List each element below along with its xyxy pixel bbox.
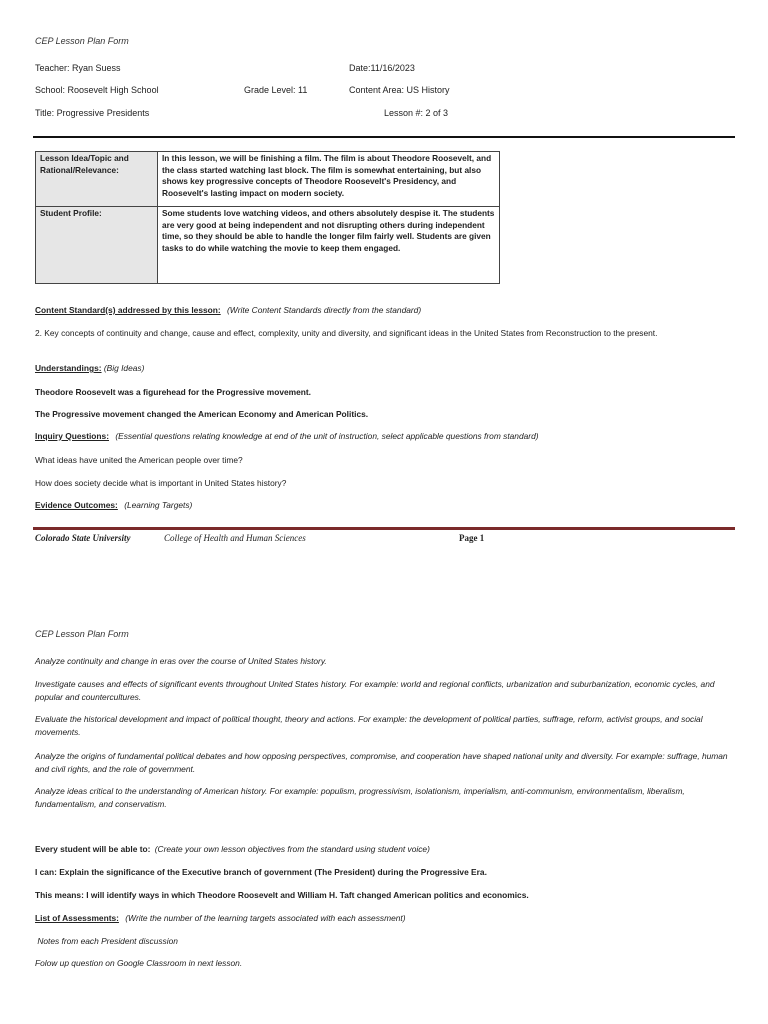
school-field: School: Roosevelt High School xyxy=(35,85,159,95)
evidence-outcome-item: Analyze the origins of fundamental political debates and how opposing perspectives, compromise, and cooperation have shaped national unity and diversity. For example: suffrage, human and civil rights, and the role of government. xyxy=(35,751,728,774)
assessments-heading: List of Assessments: xyxy=(35,913,119,923)
assessment-item: Notes from each President discussion xyxy=(35,936,178,946)
table-row-text: Some students love watching videos, and others absolutely despise it. The students are very good at being independent and not disrupting others during independent time, so they should be able to handle the longer film fairly well. Students are given tasks to do while watching the movie to keep them engaged. xyxy=(158,207,500,284)
inquiry-note: (Essential questions relating knowledge at end of the unit of instruction, select applicable questions from standard) xyxy=(115,431,539,441)
evidence-heading-line xyxy=(35,499,735,512)
form-title: CEP Lesson Plan Form xyxy=(35,36,129,46)
table-row-label: Student Profile: xyxy=(36,207,158,284)
content-standard-heading: Content Standard(s) addressed by this lesson: xyxy=(35,305,221,315)
lesson-title-field: Title: Progressive Presidents xyxy=(35,108,150,118)
table-row-text: In this lesson, we will be finishing a film. The film is about Theodore Roosevelt, and the class started watching last block. The film is somewhat entertaining, but also shows key progressive concepts of Theodore Roosevelt's Presidency, and Roosevelt's lasting impact on modern society. xyxy=(158,152,500,207)
footer-divider xyxy=(33,527,735,530)
header-divider xyxy=(33,136,735,138)
lesson-info-table xyxy=(35,151,500,284)
inquiry-question: What ideas have united the American people over time? xyxy=(35,455,243,465)
footer-university: Colorado State University xyxy=(35,533,131,543)
content-standard-heading-line xyxy=(35,304,735,317)
understanding-item: Theodore Roosevelt was a figurehead for the Progressive movement. xyxy=(35,387,311,397)
footer-college: College of Health and Human Sciences xyxy=(164,533,306,543)
inquiry-heading: Inquiry Questions: xyxy=(35,431,109,441)
date-field: Date:11/16/2023 xyxy=(349,63,415,73)
table-row xyxy=(36,207,500,284)
content-standard-text: 2. Key concepts of continuity and change, cause and effect, complexity, unity and diversity, and significant ideas in the United States from Reconstruction to the present. xyxy=(35,328,658,338)
content-standard-note: (Write Content Standards directly from the standard) xyxy=(227,305,422,315)
table-row-label: Lesson Idea/Topic and Rational/Relevance: xyxy=(36,152,158,207)
objectives-note: (Create your own lesson objectives from the standard using student voice) xyxy=(154,844,430,854)
evidence-outcome-item: Analyze continuity and change in eras over the course of United States history. xyxy=(35,656,327,666)
inquiry-question: How does society decide what is important in United States history? xyxy=(35,478,287,488)
assessment-item: Folow up question on Google Classroom in next lesson. xyxy=(35,958,243,968)
assessments-note: (Write the number of the learning targets associated with each assessment) xyxy=(125,913,406,923)
evidence-outcome-item: Analyze ideas critical to the understanding of American history. For example: populism, progressivism, isolationism, imperialism, anti-communism, environmentalism, liberalism, fundamentalism, and conservatism. xyxy=(35,786,685,809)
i-can-statement: I can: Explain the significance of the Executive branch of government (The President) during the Progressive Era. xyxy=(35,867,487,877)
grade-level-field: Grade Level: 11 xyxy=(244,85,308,95)
footer-page-number: Page 1 xyxy=(459,533,485,543)
understandings-note: (Big Ideas) xyxy=(103,363,145,373)
objectives-heading-line xyxy=(35,843,735,856)
understandings-heading-line xyxy=(35,362,735,375)
understandings-heading: Understandings: xyxy=(35,363,102,373)
understanding-item: The Progressive movement changed the American Economy and American Politics. xyxy=(35,409,369,419)
this-means-statement: This means: I will identify ways in which Theodore Roosevelt and William H. Taft changed American politics and economics. xyxy=(35,890,529,900)
lesson-number-field: Lesson #: 2 of 3 xyxy=(384,108,449,118)
form-title: CEP Lesson Plan Form xyxy=(35,629,129,639)
table-row xyxy=(36,152,500,207)
evidence-note: (Learning Targets) xyxy=(124,500,193,510)
assessments-heading-line xyxy=(35,912,735,925)
evidence-heading: Evidence Outcomes: xyxy=(35,500,118,510)
teacher-field: Teacher: Ryan Suess xyxy=(35,63,121,73)
evidence-outcome-item: Evaluate the historical development and impact of political thought, theory and actions. For example: the development of political parties, suffrage, reform, activist groups, and social movements. xyxy=(35,714,703,737)
content-area-field: Content Area: US History xyxy=(349,85,450,95)
inquiry-heading-line xyxy=(35,430,735,443)
evidence-outcome-item: Investigate causes and effects of significant events throughout United States history. For example: world and regional conflicts, urbanization and suburbanization, economic cycles, and popular and countercultures. xyxy=(35,679,715,702)
objectives-heading: Every student will be able to: xyxy=(35,844,151,854)
